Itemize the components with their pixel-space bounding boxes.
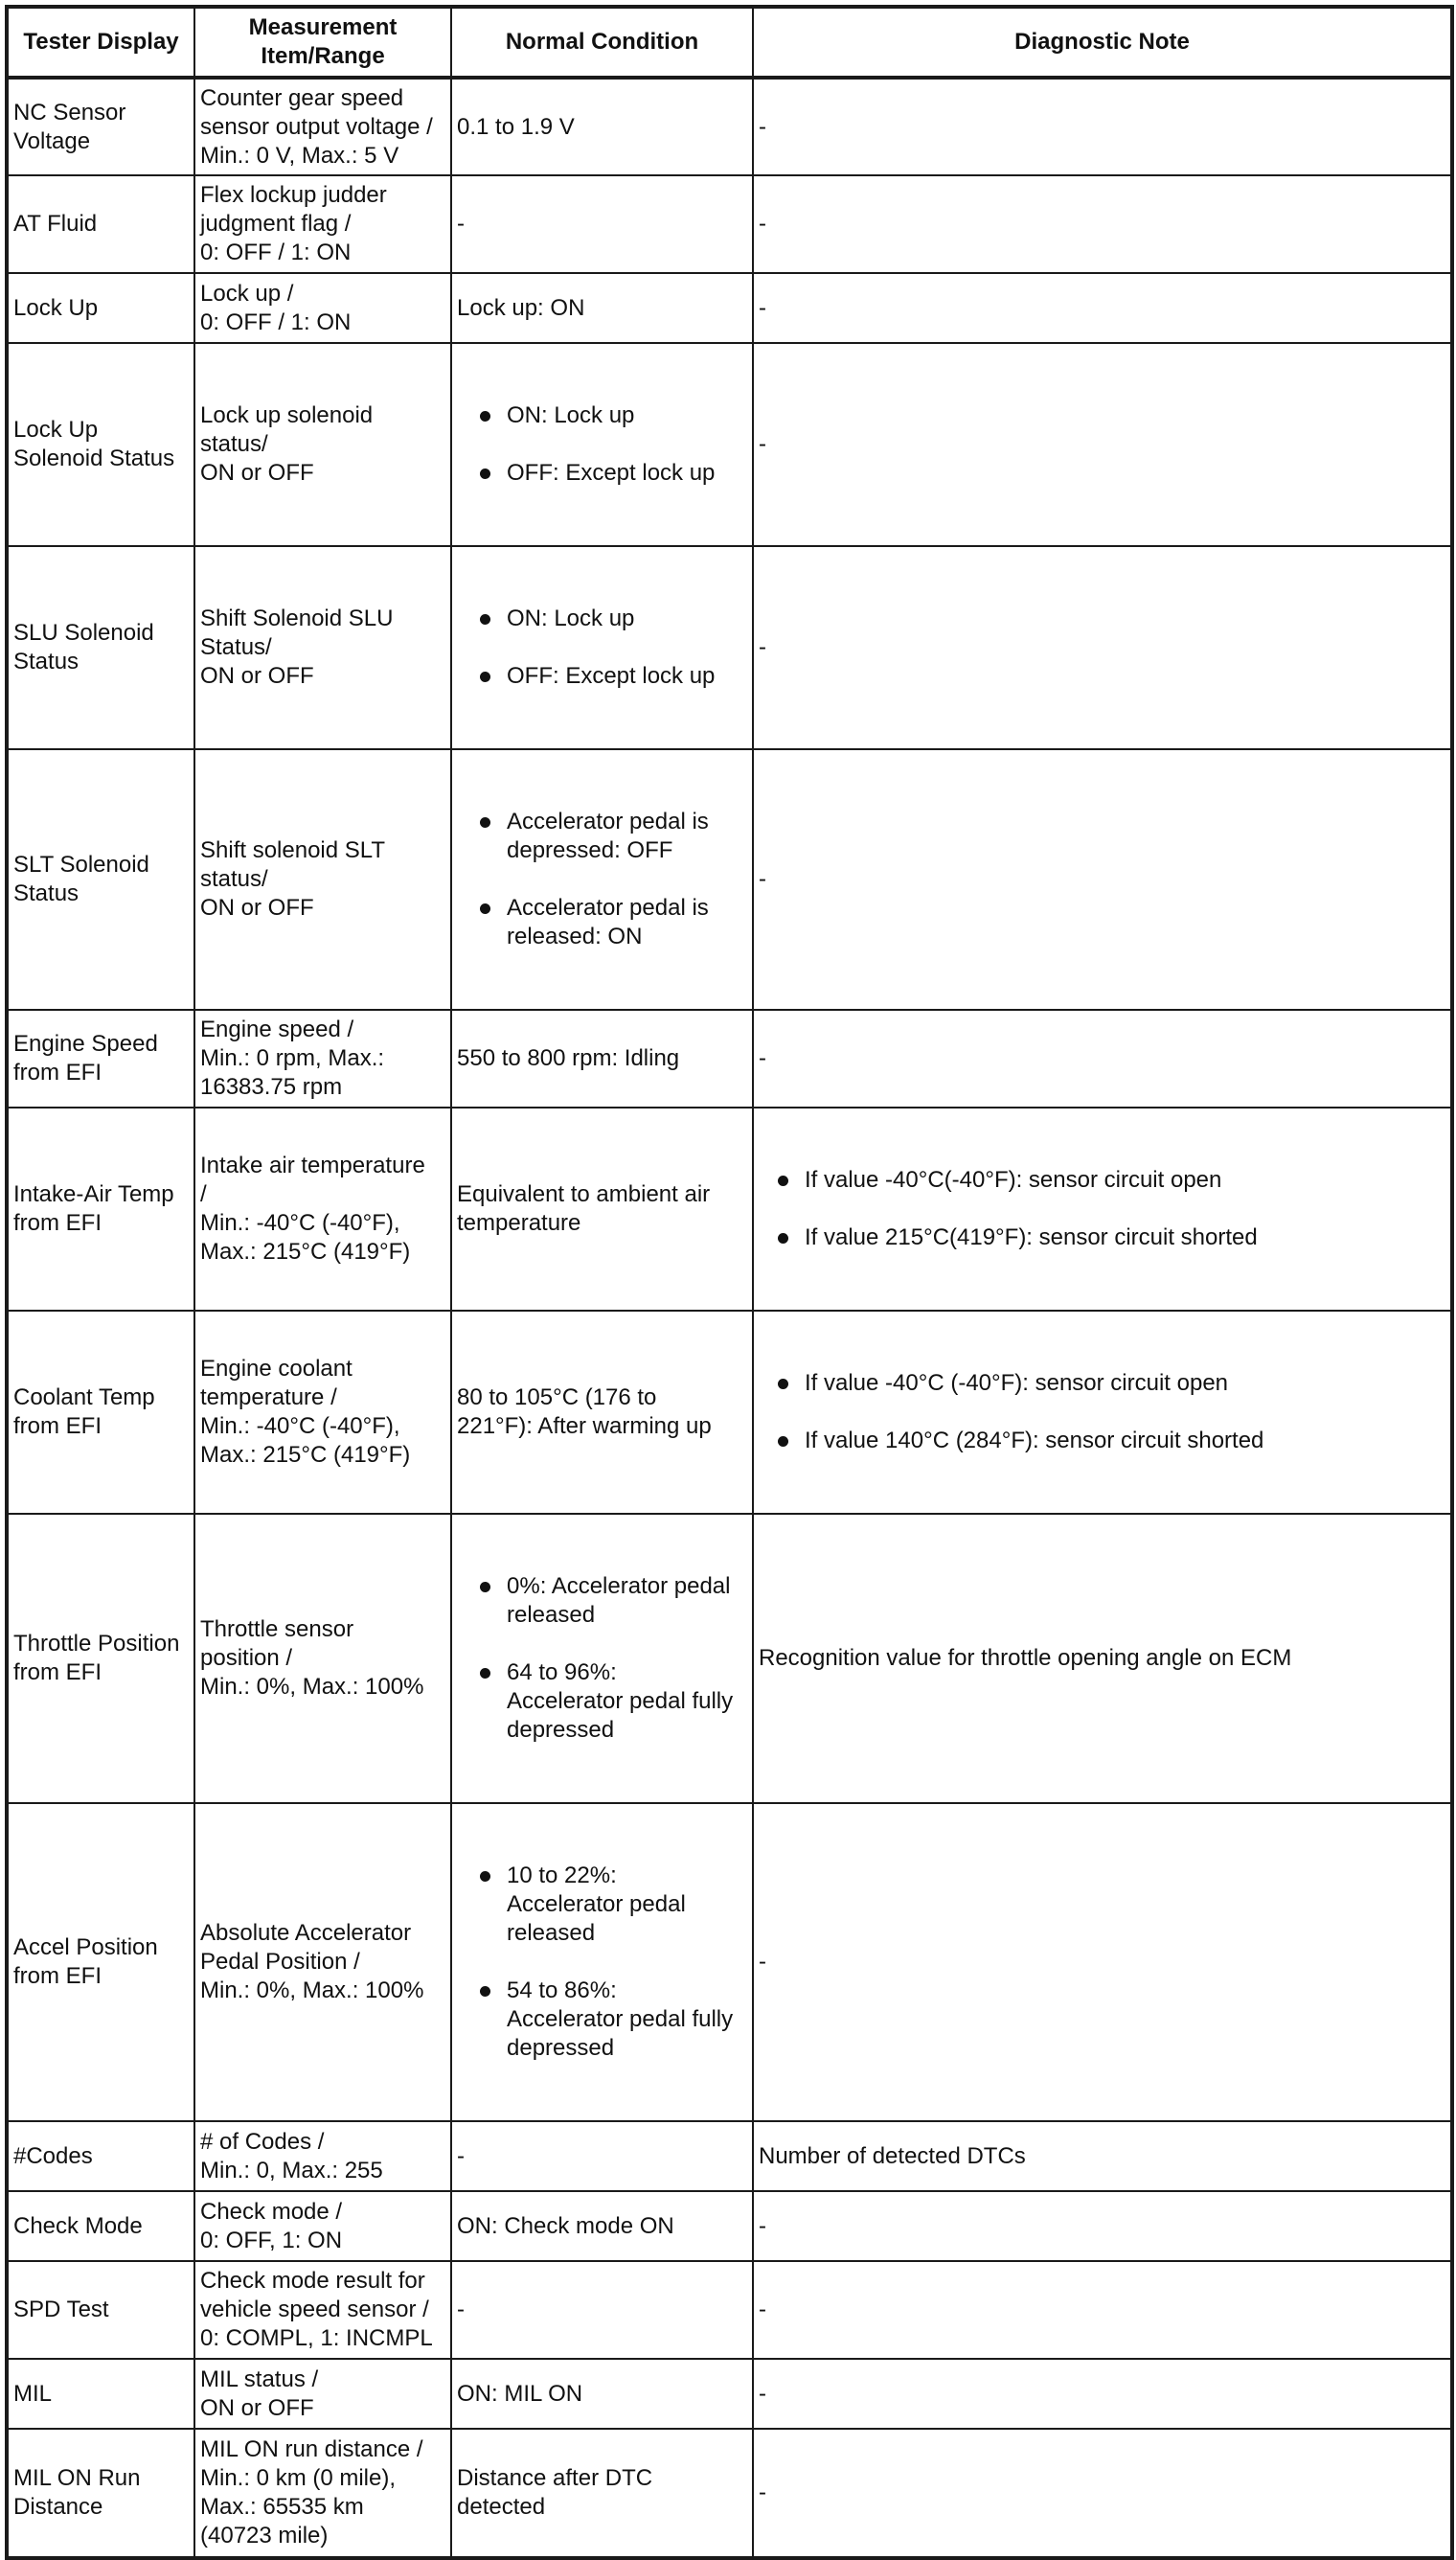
- table-row: [7, 546, 1452, 749]
- table-row: [7, 1311, 1452, 1514]
- normal-condition-bullet: ON: Lock up: [480, 605, 747, 633]
- normal-condition-cell: Distance after DTC detected: [451, 2429, 753, 2558]
- measurement-item-cell: Intake air temperature / Min.: -40°C (-40°F), Max.: 215°C (419°F): [194, 1108, 451, 1311]
- measurement-item-cell: Shift solenoid SLT status/ ON or OFF: [194, 749, 451, 1010]
- normal-condition-cell: [451, 343, 753, 546]
- diagnostic-note-cell: -: [753, 2429, 1452, 2558]
- diagnostic-note-cell: [753, 1108, 1452, 1311]
- normal-condition-bullet: Accelerator pedal is depressed: OFF: [480, 808, 747, 865]
- normal-condition-bullet: OFF: Except lock up: [480, 662, 747, 691]
- diagnostic-note-cell: -: [753, 2359, 1452, 2429]
- diagnostic-note-cell: [753, 1311, 1452, 1514]
- measurement-item-cell: Absolute Accelerator Pedal Position / Min.: 0%, Max.: 100%: [194, 1803, 451, 2121]
- normal-condition-bullet: 54 to 86%: Accelerator pedal fully depressed: [480, 1977, 747, 2063]
- normal-condition-cell: ON: MIL ON: [451, 2359, 753, 2429]
- normal-condition-cell: -: [451, 175, 753, 273]
- table-row: [7, 273, 1452, 343]
- normal-condition-bullet: 10 to 22%: Accelerator pedal released: [480, 1862, 747, 1948]
- tester-display-cell: Lock Up Solenoid Status: [7, 343, 194, 546]
- normal-condition-cell: ON: Check mode ON: [451, 2191, 753, 2261]
- normal-condition-cell: [451, 1514, 753, 1803]
- diagnostic-note-cell: -: [753, 2261, 1452, 2359]
- normal-condition-bullet: Accelerator pedal is released: ON: [480, 894, 747, 951]
- diagnostic-note-cell: -: [753, 175, 1452, 273]
- measurement-item-cell: Shift Solenoid SLU Status/ ON or OFF: [194, 546, 451, 749]
- diagnostic-note-bullet: If value -40°C (-40°F): sensor circuit open: [778, 1369, 1445, 1398]
- measurement-item-cell: Lock up / 0: OFF / 1: ON: [194, 273, 451, 343]
- normal-condition-cell: [451, 749, 753, 1010]
- table-row: [7, 1803, 1452, 2121]
- normal-condition-bullet: 0%: Accelerator pedal released: [480, 1572, 747, 1630]
- tester-display-cell: NC Sensor Voltage: [7, 78, 194, 175]
- tester-display-cell: SPD Test: [7, 2261, 194, 2359]
- header-diagnostic-note: Diagnostic Note: [753, 7, 1452, 78]
- measurement-item-cell: MIL status / ON or OFF: [194, 2359, 451, 2429]
- table-row: [7, 1514, 1452, 1803]
- table-row: [7, 2261, 1452, 2359]
- diagnostic-note-cell: -: [753, 1010, 1452, 1108]
- table-row: [7, 78, 1452, 175]
- tester-display-cell: MIL ON Run Distance: [7, 2429, 194, 2558]
- normal-condition-bullet: ON: Lock up: [480, 401, 747, 430]
- header-row: [7, 7, 1452, 78]
- tester-display-cell: Engine Speed from EFI: [7, 1010, 194, 1108]
- diagnostic-note-cell: Recognition value for throttle opening angle on ECM: [753, 1514, 1452, 1803]
- table-row: [7, 343, 1452, 546]
- tester-display-cell: Intake-Air Temp from EFI: [7, 1108, 194, 1311]
- measurement-item-cell: # of Codes / Min.: 0, Max.: 255: [194, 2121, 451, 2191]
- tester-display-cell: SLU Solenoid Status: [7, 546, 194, 749]
- diagnostic-note-cell: -: [753, 749, 1452, 1010]
- measurement-item-cell: Engine coolant temperature / Min.: -40°C (-40°F), Max.: 215°C (419°F): [194, 1311, 451, 1514]
- normal-condition-cell: 0.1 to 1.9 V: [451, 78, 753, 175]
- table-row: [7, 2121, 1452, 2191]
- measurement-item-cell: Counter gear speed sensor output voltage / Min.: 0 V, Max.: 5 V: [194, 78, 451, 175]
- table-row: [7, 1108, 1452, 1311]
- normal-condition-bullet: OFF: Except lock up: [480, 459, 747, 488]
- normal-condition-cell: -: [451, 2261, 753, 2359]
- tester-display-cell: AT Fluid: [7, 175, 194, 273]
- diagnostic-note-bullet: If value 140°C (284°F): sensor circuit shorted: [778, 1427, 1445, 1455]
- table-row: [7, 1010, 1452, 1108]
- table-row: [7, 749, 1452, 1010]
- table-row: [7, 2359, 1452, 2429]
- normal-condition-cell: -: [451, 2121, 753, 2191]
- diagnostic-note-cell: -: [753, 2191, 1452, 2261]
- measurement-item-cell: Flex lockup judder judgment flag / 0: OFF / 1: ON: [194, 175, 451, 273]
- diagnostic-note-cell: Number of detected DTCs: [753, 2121, 1452, 2191]
- normal-condition-cell: Equivalent to ambient air temperature: [451, 1108, 753, 1311]
- data-list-table: [5, 5, 1454, 2560]
- normal-condition-cell: [451, 1803, 753, 2121]
- tester-display-cell: SLT Solenoid Status: [7, 749, 194, 1010]
- tester-display-cell: #Codes: [7, 2121, 194, 2191]
- normal-condition-cell: Lock up: ON: [451, 273, 753, 343]
- normal-condition-cell: [451, 546, 753, 749]
- table-row: [7, 2191, 1452, 2261]
- diagnostic-note-cell: -: [753, 78, 1452, 175]
- tester-display-cell: Throttle Position from EFI: [7, 1514, 194, 1803]
- normal-condition-cell: 80 to 105°C (176 to 221°F): After warming up: [451, 1311, 753, 1514]
- header-measurement-item: Measurement Item/Range: [194, 7, 451, 78]
- tester-display-cell: Check Mode: [7, 2191, 194, 2261]
- diagnostic-note-bullet: If value 215°C(419°F): sensor circuit shorted: [778, 1223, 1445, 1252]
- diagnostic-note-cell: -: [753, 273, 1452, 343]
- normal-condition-cell: 550 to 800 rpm: Idling: [451, 1010, 753, 1108]
- header-normal-condition: Normal Condition: [451, 7, 753, 78]
- diagnostic-note-cell: -: [753, 343, 1452, 546]
- table-row: [7, 175, 1452, 273]
- measurement-item-cell: Check mode / 0: OFF, 1: ON: [194, 2191, 451, 2261]
- diagnostic-note-cell: -: [753, 1803, 1452, 2121]
- measurement-item-cell: Lock up solenoid status/ ON or OFF: [194, 343, 451, 546]
- tester-display-cell: MIL: [7, 2359, 194, 2429]
- header-tester-display: Tester Display: [7, 7, 194, 78]
- measurement-item-cell: MIL ON run distance / Min.: 0 km (0 mile), Max.: 65535 km (40723 mile): [194, 2429, 451, 2558]
- normal-condition-bullet: 64 to 96%: Accelerator pedal fully depressed: [480, 1658, 747, 1745]
- measurement-item-cell: Throttle sensor position / Min.: 0%, Max.: 100%: [194, 1514, 451, 1803]
- diagnostic-note-cell: -: [753, 546, 1452, 749]
- diagnostic-note-bullet: If value -40°C(-40°F): sensor circuit open: [778, 1166, 1445, 1195]
- table-row: [7, 2429, 1452, 2558]
- tester-display-cell: Lock Up: [7, 273, 194, 343]
- tester-display-cell: Coolant Temp from EFI: [7, 1311, 194, 1514]
- measurement-item-cell: Check mode result for vehicle speed sensor / 0: COMPL, 1: INCMPL: [194, 2261, 451, 2359]
- measurement-item-cell: Engine speed / Min.: 0 rpm, Max.: 16383.75 rpm: [194, 1010, 451, 1108]
- tester-display-cell: Accel Position from EFI: [7, 1803, 194, 2121]
- spec-table-container: [5, 5, 1450, 2549]
